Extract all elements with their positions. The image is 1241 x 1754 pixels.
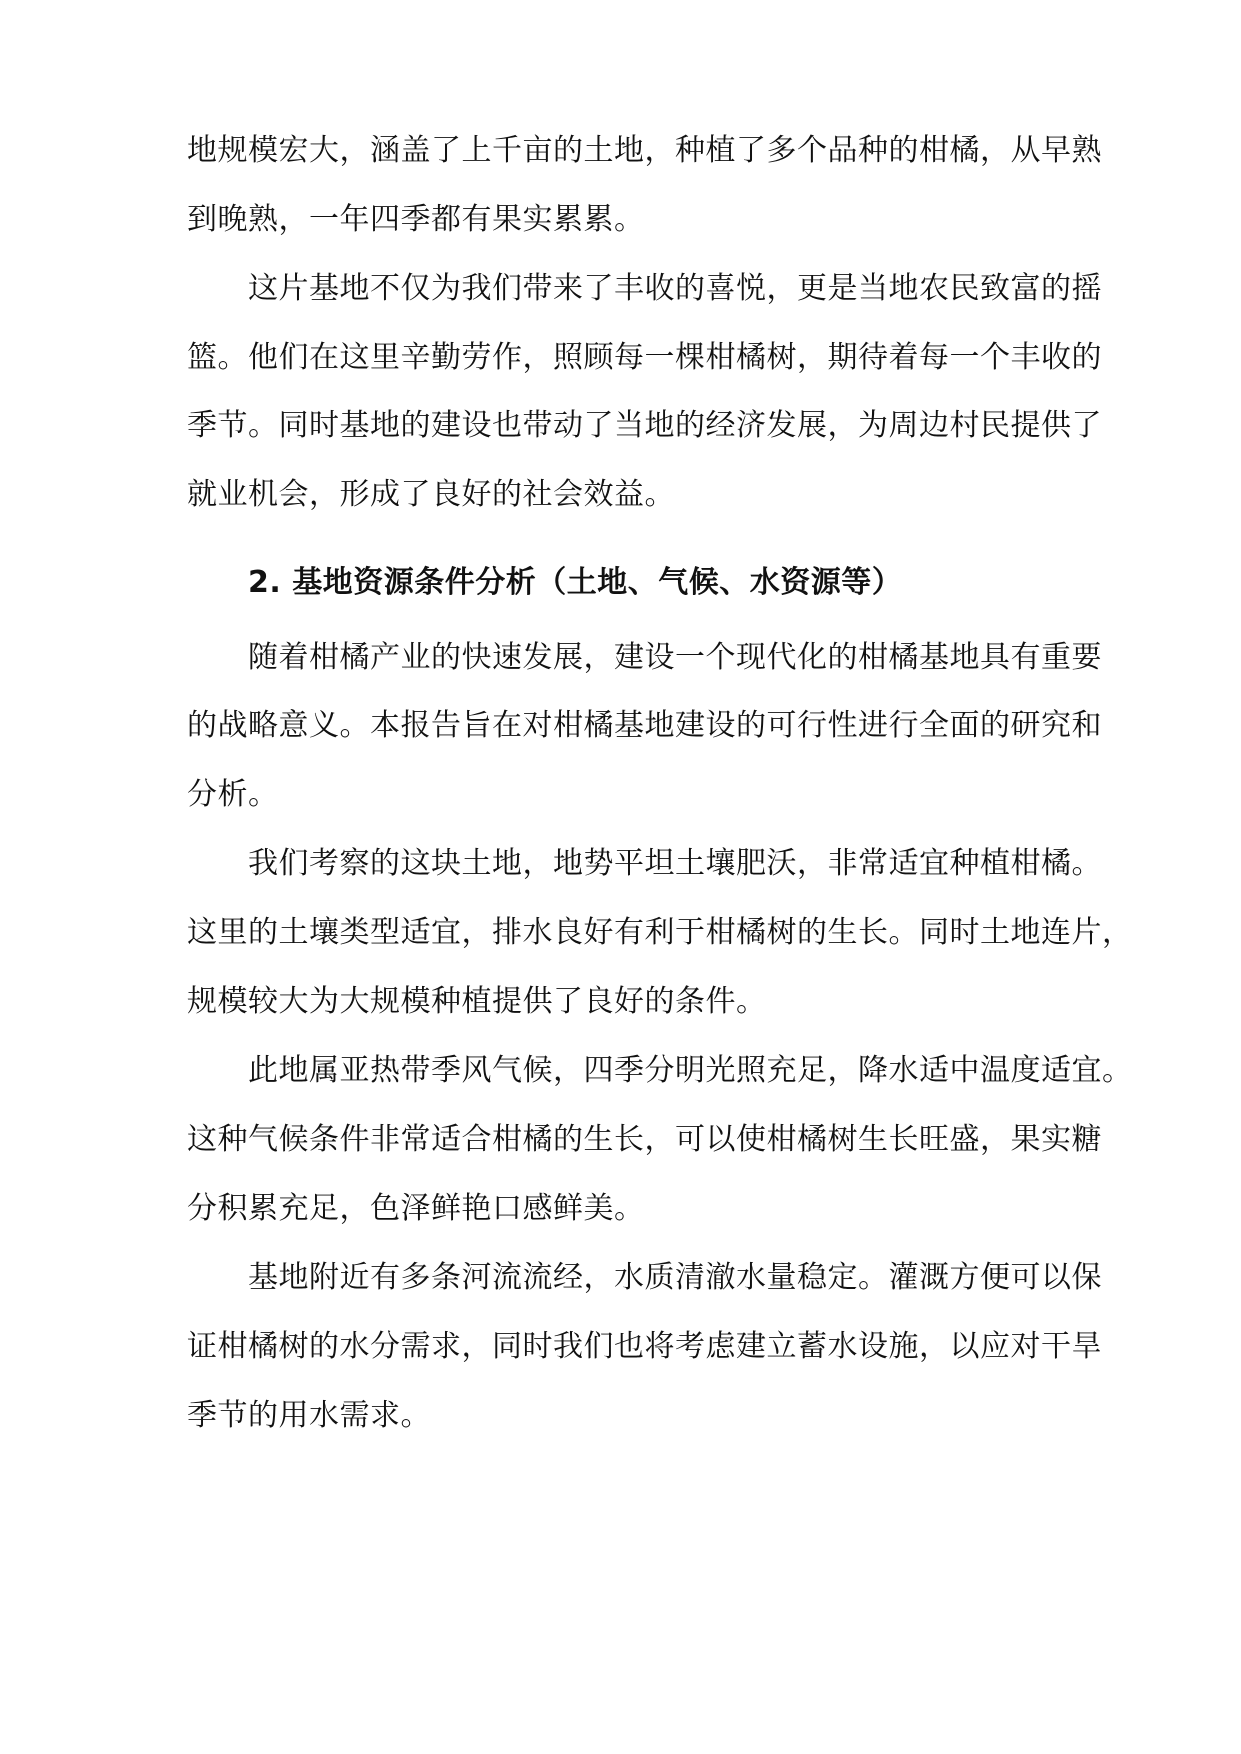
section-paragraph-2-line-2: 这里的土壤类型适宜，排水良好有利于柑橘树的生长。同时土地连片， [187, 915, 1133, 950]
section-paragraph-4-line-1: 基地附近有多条河流流经，水质清澈水量稳定。灌溉方便可以保 [248, 1260, 1102, 1295]
section-paragraph-2-line-1: 我们考察的这块土地，地势平坦土壤肥沃，非常适宜种植柑橘。 [248, 846, 1102, 881]
section-paragraph-4-line-2: 证柑橘树的水分需求，同时我们也将考虑建立蓄水设施，以应对干旱 [187, 1329, 1102, 1364]
paragraph-2-line-2: 篮。他们在这里辛勤劳作，照顾每一棵柑橘树，期待着每一个丰收的 [187, 340, 1102, 375]
section-paragraph-3-line-3: 分积累充足，色泽鲜艳口感鲜美。 [187, 1191, 645, 1226]
section-paragraph-2-line-3: 规模较大为大规模种植提供了良好的条件。 [187, 984, 767, 1019]
paragraph-2-line-4: 就业机会，形成了良好的社会效益。 [187, 477, 675, 512]
paragraph-1-line-2: 到晚熟，一年四季都有果实累累。 [187, 202, 645, 237]
section-paragraph-4-line-3: 季节的用水需求。 [187, 1398, 431, 1433]
section-number: 2. [248, 565, 282, 600]
section-title: 基地资源条件分析（土地、气候、水资源等） [292, 565, 903, 600]
paragraph-2-line-3: 季节。同时基地的建设也带动了当地的经济发展，为周边村民提供了 [187, 408, 1102, 443]
section-paragraph-3-line-2: 这种气候条件非常适合柑橘的生长，可以使柑橘树生长旺盛，果实糖 [187, 1122, 1102, 1157]
paragraph-1-line-1: 地规模宏大，涵盖了上千亩的土地，种植了多个品种的柑橘，从早熟 [187, 133, 1102, 168]
section-paragraph-3-line-1: 此地属亚热带季风气候，四季分明光照充足，降水适中温度适宜。 [248, 1053, 1133, 1088]
paragraph-2-line-1: 这片基地不仅为我们带来了丰收的喜悦，更是当地农民致富的摇 [248, 271, 1102, 306]
section-paragraph-1-line-1: 随着柑橘产业的快速发展，建设一个现代化的柑橘基地具有重要 [248, 640, 1102, 675]
section-paragraph-1-line-2: 的战略意义。本报告旨在对柑橘基地建设的可行性进行全面的研究和 [187, 708, 1102, 743]
section-heading [248, 563, 1057, 603]
section-paragraph-1-line-3: 分析。 [187, 777, 279, 812]
